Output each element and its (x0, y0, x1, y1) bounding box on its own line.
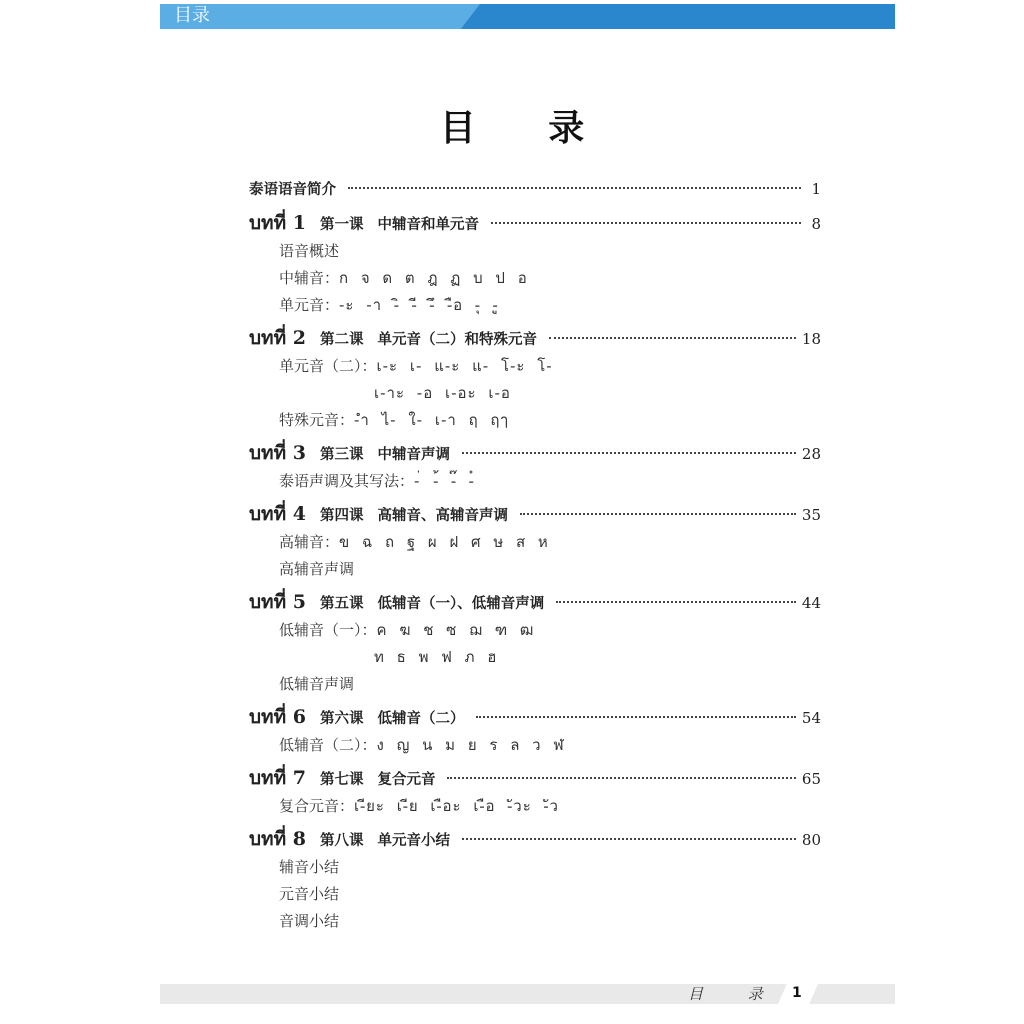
page-number: 18 (801, 330, 821, 348)
toc-entry (249, 208, 821, 319)
toc-subitem (249, 556, 821, 583)
toc-entry-row[interactable] (249, 208, 821, 238)
page-number: 54 (801, 709, 821, 727)
subitem-label: 音调小结 (279, 912, 340, 930)
top-banner (160, 4, 895, 29)
thai-glyphs: -ำ ไ- ใ- เ-า ฤ ฤๅ (354, 411, 509, 429)
toc-subitem (249, 644, 821, 671)
lesson-title: 低辅音（二） (377, 711, 465, 727)
dot-leader (476, 716, 795, 718)
lesson-title: 中辅音和单元音 (377, 217, 479, 233)
lesson-label: 第六课 (319, 711, 364, 727)
subitem-label: 泰语声调及其写法： (279, 472, 415, 490)
subitem-label: 辅音小结 (279, 858, 340, 876)
dot-leader (447, 777, 795, 779)
toc-entry (249, 587, 821, 698)
toc-entry (249, 702, 821, 759)
thai-glyphs: เ-าะ -อ เ-อะ เ-อ (374, 384, 511, 402)
dot-leader (348, 187, 801, 189)
toc-subitem (249, 732, 821, 759)
footer-title: 目 录 (688, 985, 783, 1003)
subitem-label: 单元音（二）： (279, 357, 377, 375)
thai-glyphs: -ะ -า -ิ -ี -ึ -ือ -ุ -ู (339, 296, 499, 314)
subitem-label: 语音概述 (279, 242, 340, 260)
footer-page-number: 1 (792, 985, 802, 1001)
subitem-label: 特殊元音： (279, 411, 355, 429)
page-number: 80 (801, 831, 821, 849)
lesson-title: 泰语语音简介 (249, 182, 336, 198)
toc-entry-row[interactable] (249, 824, 821, 854)
dot-leader (462, 452, 796, 454)
thai-glyphs: ง ญ น ม ย ร ล ว ฬ (376, 736, 565, 754)
lesson-label: 第七课 (319, 772, 364, 788)
toc-subitem (249, 617, 821, 644)
lesson-number: บทที่ 4 (249, 503, 306, 525)
page-number: 35 (801, 506, 821, 524)
toc-subitem (249, 292, 821, 319)
page-number: 65 (801, 770, 821, 788)
toc-entry-row[interactable] (249, 323, 821, 353)
toc-subitem (249, 468, 821, 495)
toc-entry-row[interactable] (249, 702, 821, 732)
dot-leader (491, 222, 801, 224)
dot-leader (556, 601, 796, 603)
toc-subitem (249, 238, 821, 265)
lesson-title: 中辅音声调 (377, 447, 450, 463)
page-title: 目 录 (439, 108, 615, 149)
lesson-label: 第三课 (319, 447, 364, 463)
toc-subitem (249, 265, 821, 292)
toc-subitem (249, 407, 821, 434)
dot-leader (549, 337, 796, 339)
thai-glyphs: ก จ ด ต ฎ ฏ บ ป อ (339, 269, 528, 287)
thai-glyphs: เ-ียะ เ-ีย เ-ือะ เ-ือ -ัวะ -ัว (354, 797, 559, 815)
toc-entry (249, 323, 821, 434)
toc-subitem (249, 671, 821, 698)
toc-entry (249, 824, 821, 935)
toc-subitem (249, 908, 821, 935)
toc-entry (249, 174, 821, 204)
subitem-label: 低辅音（二）： (279, 736, 377, 754)
lesson-label: 第八课 (319, 833, 364, 849)
subitem-label: 高辅音声调 (279, 560, 355, 578)
lesson-number: บทที่ 1 (249, 212, 306, 234)
thai-glyphs: เ-ะ เ- แ-ะ แ- โ-ะ โ- (376, 357, 553, 375)
toc-subitem (249, 793, 821, 820)
toc-entry-row[interactable] (249, 174, 821, 204)
subitem-label: 复合元音： (279, 797, 355, 815)
dot-leader (520, 513, 796, 515)
lesson-label: 第四课 (319, 508, 364, 524)
toc-entry (249, 438, 821, 495)
toc-subitem (249, 881, 821, 908)
lesson-number: บทที่ 6 (249, 706, 306, 728)
page-number: 8 (811, 215, 821, 233)
dot-leader (462, 838, 796, 840)
lesson-number: บทที่ 7 (249, 767, 306, 789)
toc-entry (249, 763, 821, 820)
lesson-label: 第二课 (319, 332, 364, 348)
lesson-title: 复合元音 (377, 772, 436, 788)
subitem-label: 单元音： (279, 296, 340, 314)
subitem-label: 中辅音： (279, 269, 340, 287)
lesson-label: 第五课 (319, 596, 364, 612)
thai-glyphs: ข ฉ ถ ฐ ผ ฝ ศ ษ ส ห (339, 533, 549, 551)
lesson-title: 低辅音（一）、低辅音声调 (377, 596, 545, 612)
footer-bar (160, 984, 895, 1004)
page-number: 1 (811, 180, 821, 198)
banner-label: 目录 (174, 5, 210, 26)
toc-entry (249, 499, 821, 583)
toc-subitem (249, 380, 821, 407)
subitem-label: 元音小结 (279, 885, 340, 903)
lesson-title: 单元音（二）和特殊元音 (377, 332, 537, 348)
lesson-label: 第一课 (319, 217, 364, 233)
toc-entry-row[interactable] (249, 438, 821, 468)
subitem-label: 低辅音（一）： (279, 621, 377, 639)
thai-glyphs: ท ธ พ ฟ ภ ฮ (374, 648, 498, 666)
toc-entry-row[interactable] (249, 587, 821, 617)
lesson-title: 单元音小结 (377, 833, 450, 849)
lesson-title: 高辅音、高辅音声调 (377, 508, 508, 524)
table-of-contents (249, 170, 821, 935)
subitem-label: 高辅音： (279, 533, 340, 551)
thai-glyphs: ค ฆ ช ซ ฌ ฑ ฒ (376, 621, 535, 639)
toc-subitem (249, 854, 821, 881)
lesson-number: บทที่ 2 (249, 327, 306, 349)
page-number: 28 (801, 445, 821, 463)
page-number: 44 (801, 594, 821, 612)
thai-glyphs: -่ -้ -๊ -๋ (414, 472, 475, 490)
toc-entry-row[interactable] (249, 763, 821, 793)
toc-subitem (249, 353, 821, 380)
toc-entry-row[interactable] (249, 499, 821, 529)
lesson-number: บทที่ 8 (249, 828, 306, 850)
subitem-label: 低辅音声调 (279, 675, 355, 693)
toc-subitem (249, 529, 821, 556)
lesson-number: บทที่ 3 (249, 442, 306, 464)
lesson-number: บทที่ 5 (249, 591, 306, 613)
